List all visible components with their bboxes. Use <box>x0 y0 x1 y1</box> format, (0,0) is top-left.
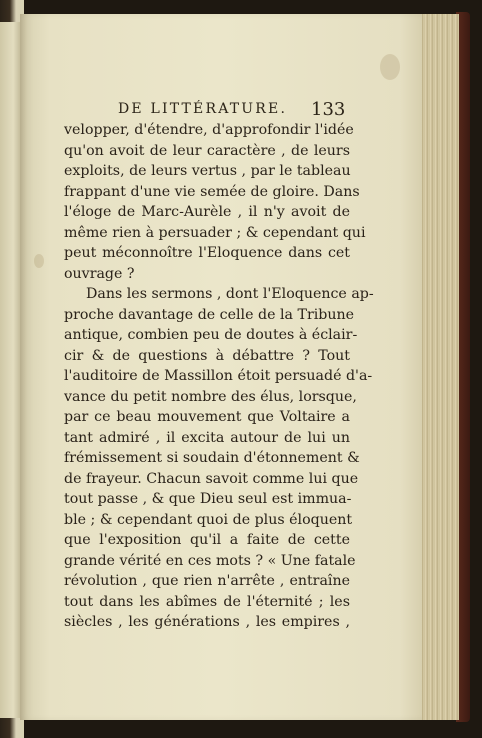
text-line: proche davantage de celle de la Tribune <box>64 306 355 323</box>
text-line: l'auditoire de Massillon étoit persuadé d'a- <box>64 368 373 384</box>
foxing-spot <box>34 254 44 268</box>
body-text <box>64 120 374 633</box>
text-line: tant admiré , il excita autour de lui un <box>64 429 350 446</box>
text-line: frappant d'une vie semée de gloire. Dans <box>64 183 360 200</box>
text-line: que l'exposition qu'il a faite de cette <box>64 532 350 548</box>
text-line: velopper, d'étendre, d'approfondir l'idée <box>64 122 354 138</box>
text-line: frémissement si soudain d'étonnement & <box>64 450 360 466</box>
text-line: tout passe , & que Dieu seul est immua- <box>64 491 352 507</box>
text-line: cir & de questions à débattre ? Tout <box>64 347 350 364</box>
text-line: par ce beau mouvement que Voltaire a <box>64 409 350 425</box>
text-line: de frayeur. Chacun savoit comme lui que <box>64 470 359 487</box>
text-line: vance du petit nombre des élus, lorsque, <box>64 388 357 405</box>
page-number: 133 <box>311 99 346 120</box>
text-line: peut méconnoître l'Eloquence dans cet <box>64 245 350 261</box>
running-head: DE LITTÉRATURE. <box>118 101 288 117</box>
text-line: qu'on avoit de leur caractère , de leurs <box>64 142 350 159</box>
text-line: ouvrage ? <box>64 265 135 282</box>
text-line: grande vérité en ces mots ? « Une fatale <box>64 552 356 569</box>
page-block-edge <box>418 14 459 720</box>
text-line: l'éloge de Marc-Aurèle , il n'y avoit de <box>64 204 350 220</box>
foxing-spot <box>380 54 400 80</box>
text-line: siècles , les générations , les empires , <box>64 614 350 630</box>
text-line: ble ; & cependant quoi de plus éloquent <box>64 511 353 528</box>
text-line: tout dans les abîmes de l'éternité ; les <box>64 593 350 610</box>
text-line: révolution , que rien n'arrête , entraîne <box>64 573 350 589</box>
text-line: antique, combien peu de doutes à éclair- <box>64 327 358 343</box>
text-line: exploits, de leurs vertus , par le tableau <box>64 163 351 179</box>
text-line: Dans les sermons , dont l'Eloquence ap- <box>86 286 374 302</box>
text-line: même rien à persuader ; & cependant qui <box>64 224 366 241</box>
